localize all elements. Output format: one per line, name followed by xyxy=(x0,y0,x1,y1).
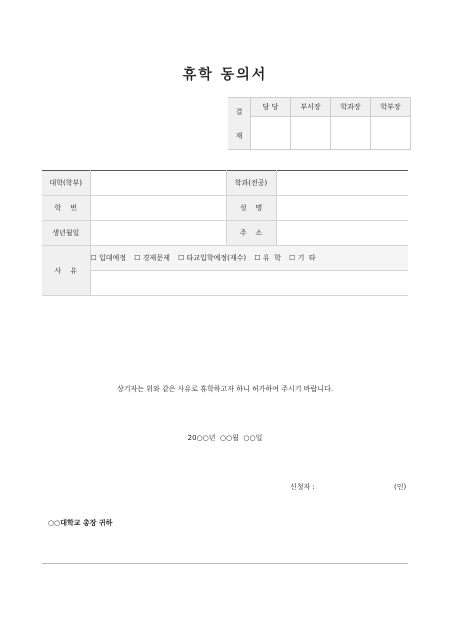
name-label: 성 명 xyxy=(226,196,276,221)
approval-sign-chair[interactable] xyxy=(331,117,371,150)
recipient-line: ○○대학교 총장 귀하 xyxy=(48,519,113,527)
college-label: 대학(학부) xyxy=(42,171,90,196)
approval-side-label xyxy=(228,98,251,150)
reason-label: 사 유 xyxy=(42,246,90,296)
name-field[interactable] xyxy=(276,196,408,221)
student-id-field[interactable] xyxy=(90,196,226,221)
applicant-label: 신청자 : xyxy=(290,483,315,491)
approval-box xyxy=(228,97,411,150)
department-label: 학과(전공) xyxy=(226,171,276,196)
request-statement: 상기자는 위와 같은 사유로 휴학하고자 하니 허가하여 주시기 바랍니다. xyxy=(116,385,334,393)
reason-option-other[interactable]: ☐ 기 타 xyxy=(289,254,316,262)
birthdate-field[interactable] xyxy=(90,221,226,246)
approval-sign-staff[interactable] xyxy=(251,117,291,150)
reason-option-financial[interactable]: ☐ 경제문제 xyxy=(134,254,170,262)
approval-sign-dean[interactable] xyxy=(371,117,411,150)
address-field[interactable] xyxy=(276,221,408,246)
approval-side-label-2: 재 xyxy=(235,131,243,140)
bottom-divider xyxy=(42,563,408,564)
college-field[interactable] xyxy=(90,171,226,196)
reason-detail-field[interactable] xyxy=(90,271,408,296)
reason-option-enlistment[interactable]: ☐ 입대예정 xyxy=(90,254,127,262)
student-id-label: 학 번 xyxy=(42,196,90,221)
department-field[interactable] xyxy=(276,171,408,196)
seal-mark: (인) xyxy=(394,483,407,491)
date-line: 20○○년 ○○월 ○○일 xyxy=(187,434,263,442)
approval-sign-dept-head[interactable] xyxy=(291,117,331,150)
approval-header-staff: 담 당 xyxy=(251,98,291,117)
address-label: 주 소 xyxy=(226,221,276,246)
approval-side-label-1: 결 xyxy=(235,107,243,116)
approval-header-chair: 학과장 xyxy=(331,98,371,117)
document-title: 휴학 동의서 xyxy=(182,67,268,83)
application-form xyxy=(42,170,408,296)
approval-header-dean: 학부장 xyxy=(371,98,411,117)
approval-header-dept-head: 부서장 xyxy=(291,98,331,117)
reason-option-study-abroad[interactable]: ☐ 유 학 xyxy=(254,254,281,262)
reason-option-transfer[interactable]: ☐ 타교입학예정(재수) xyxy=(178,254,247,262)
reason-options xyxy=(90,246,408,271)
birthdate-label: 생년월일 xyxy=(42,221,90,246)
